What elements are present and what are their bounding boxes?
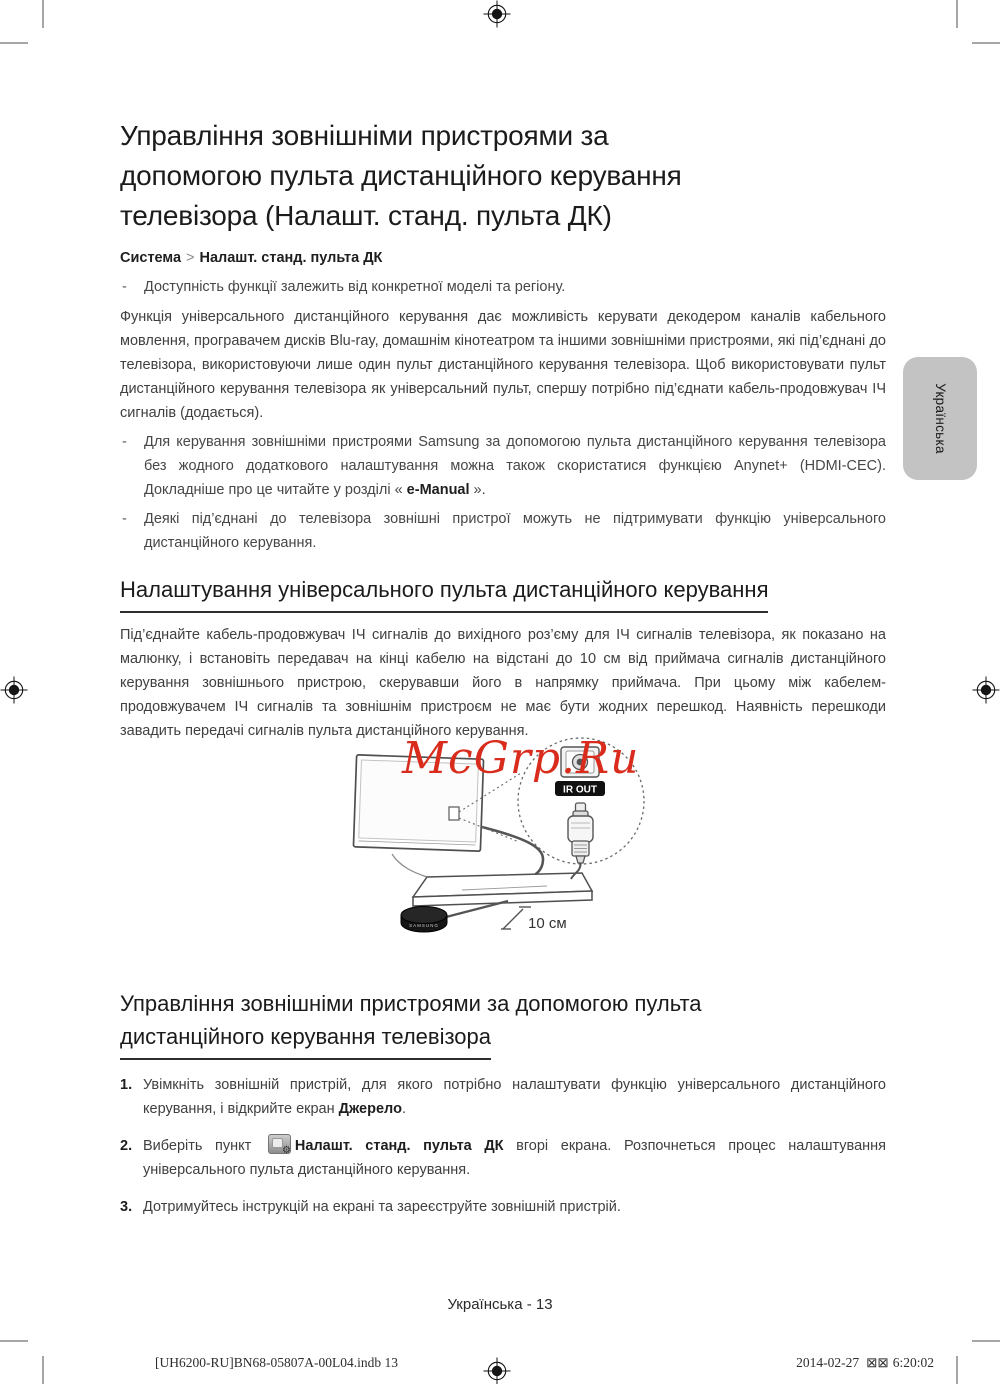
note-dash: - <box>122 511 127 527</box>
intro-paragraph: Функція універсального дистанційного керування дає можливість керувати декодером каналів кабельного мовлення, програвачем дисків Blu-ray, домашнім кінотеатром та іншими зовнішніми пристроями, які під’єднані до телевізора, використовуючи лише один пульт дистанційного керування телевізора. Щоб використовувати пульт дистанційного керування телевізора як універсальний пульт, спершу потрібно під’єднати кабель-продовжувач ІЧ сигналів (додається). <box>120 309 886 421</box>
tv-stand-line <box>392 854 427 877</box>
crop-mark-bottom-right-v <box>956 1356 958 1384</box>
section-control-heading-line: Управління зовнішніми пристроями за допомогою пульта <box>120 991 702 1016</box>
step-number: 1. <box>120 1077 133 1093</box>
crop-mark-top-left-v <box>42 0 44 28</box>
step-text <box>143 1073 886 1121</box>
section-setup-heading <box>120 573 886 613</box>
breadcrumb <box>120 250 886 266</box>
distance-measure <box>501 907 531 929</box>
note-anynet <box>120 430 886 502</box>
step-text <box>143 1195 886 1219</box>
availability-note <box>120 275 886 299</box>
note-compatibility-text <box>144 507 886 555</box>
crop-mark-bottom-right-h <box>972 1340 1000 1342</box>
page-title-line: Управління зовнішніми пристроями за <box>120 120 609 151</box>
step-number: 2. <box>120 1138 133 1154</box>
note-dash: - <box>122 434 127 450</box>
crop-mark-top-right-v <box>956 0 958 28</box>
print-info-left: [UH6200-RU]BN68-05807A-00L04.indb 13 <box>155 1355 398 1370</box>
step-item <box>120 1073 886 1121</box>
content-column <box>120 116 886 1219</box>
ir-out-label: IR OUT <box>563 784 597 796</box>
registration-mark-icon <box>483 0 511 28</box>
watermark: McGrp.Ru <box>402 733 640 784</box>
step-text-post: . <box>401 1101 406 1117</box>
note-text-pre: Для керування зовнішніми пристроями Samsung за допомогою пульта дистанційного керування телевізора без жодного додаткового налаштування можна також скористатися функцією Anynet+ (HDMI-CEC). Докладніше про це читайте у розділі « <box>144 434 886 498</box>
breadcrumb-separator: > <box>186 250 195 266</box>
step-item <box>120 1134 886 1182</box>
step-text-post: вгорі екрана. Розпочнеться процес налаштування універсального пульта дистанційного керування. <box>143 1138 886 1178</box>
print-time: 6:20:02 <box>892 1355 934 1370</box>
step-text-emph: Джерело <box>338 1101 402 1117</box>
ir-blaster-drawing <box>401 907 447 933</box>
page-title-line: телевізора (Налашт. станд. пульта ДК) <box>120 200 612 231</box>
registration-mark-icon <box>972 676 1000 704</box>
note-text-post: ». <box>469 482 486 498</box>
step-item <box>120 1195 886 1219</box>
registration-mark-icon <box>0 676 28 704</box>
availability-note-text: Доступність функції залежить від конкретної моделі та регіону. <box>144 279 566 295</box>
steps-list <box>120 1073 886 1219</box>
note-anynet-text <box>144 430 886 502</box>
section-control-heading-line: дистанційного керування телевізора <box>120 1020 491 1060</box>
page-number: Українська - 13 <box>447 1296 553 1313</box>
print-info-right <box>796 1355 934 1371</box>
gear-icon: ⚙ <box>281 1145 291 1156</box>
step-number: 3. <box>120 1199 133 1215</box>
crop-mark-bottom-left-h <box>0 1340 28 1342</box>
setup-paragraph: Під’єднайте кабель-продовжувач ІЧ сигналів до вихідного роз’єму для ІЧ сигналів телевізора, як показано на малюнку, і встановіть передавач на кінці кабелю на відстані до 10 см від приймача сигналів дистанційного керування зовнішнього пристрою, скерувавши його в напрямку приймача. При цьому між кабелем-продовжувачем ІЧ сигналів та зовнішнім пристроєм не має бути жодних перешкод. Наявність перешкоди завадить передачі сигналів пульта дистанційного керування. <box>120 627 886 739</box>
note-text-pre: Деякі під’єднані до телевізора зовнішні пристрої можуть не підтримувати функцію універсального дистанційного керування. <box>144 511 886 551</box>
crop-mark-top-left-h <box>0 42 28 44</box>
page-title-line: допомогою пульта дистанційного керування <box>120 160 682 191</box>
print-date: 2014-02-27 <box>796 1355 860 1370</box>
breadcrumb-current: Налашт. станд. пульта ДК <box>199 250 383 266</box>
note-compatibility <box>120 507 886 555</box>
ir-extender-diagram <box>120 733 886 975</box>
ir-blaster-brand-label: SAMSUNG <box>409 923 439 928</box>
missing-glyph-boxes: ⊠⊠ <box>866 1355 889 1370</box>
crop-mark-bottom-left-v <box>42 1356 44 1384</box>
section-control-heading <box>120 987 886 1060</box>
crop-mark-top-right-h <box>972 42 1000 44</box>
page-title <box>120 116 886 236</box>
remote-setup-icon <box>268 1134 291 1154</box>
note-dash: - <box>122 279 127 295</box>
registration-mark-icon <box>483 1357 511 1384</box>
note-text-emph: e-Manual <box>406 482 470 498</box>
language-tab-label: Українська <box>932 383 948 454</box>
external-device-drawing <box>413 873 592 906</box>
tv-ir-port <box>449 807 459 820</box>
step-text-pre: Увімкніть зовнішній пристрій, для якого потрібно налаштувати функцію універсального дистанційного керування, і відкрийте екран <box>143 1077 886 1117</box>
step-text <box>143 1134 886 1182</box>
step-text-pre: Дотримуйтесь інструкцій на екрані та зареєструйте зовнішній пристрій. <box>143 1199 621 1215</box>
distance-label: 10 см <box>528 915 567 932</box>
language-tab <box>903 357 977 480</box>
breadcrumb-root: Система <box>120 250 182 266</box>
step-text-pre: Виберіть пункт <box>143 1138 264 1154</box>
section-setup-heading-text: Налаштування універсального пульта дистанційного керування <box>120 573 768 613</box>
step-text-emph: Налашт. станд. пульта ДК <box>294 1138 504 1154</box>
